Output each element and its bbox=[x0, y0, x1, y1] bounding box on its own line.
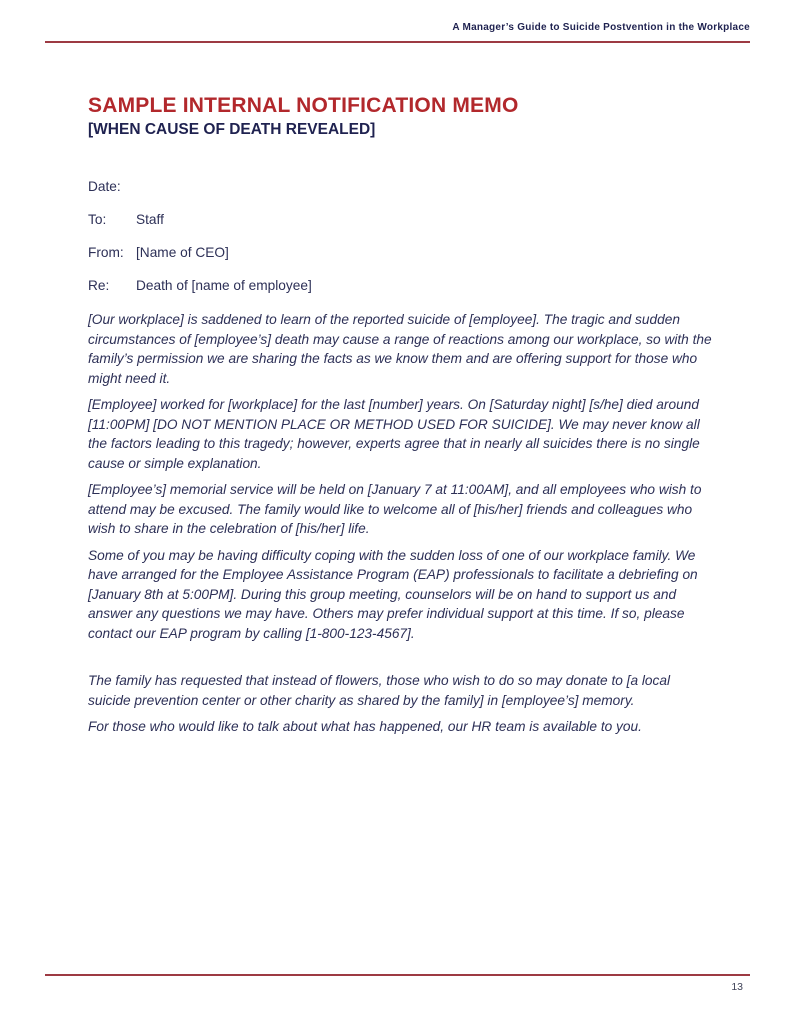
memo-field-re bbox=[88, 277, 712, 294]
memo-paragraph: [Our workplace] is saddened to learn of the reported suicide of [employee]. The tragic and sudden circumstances of [employee’s] death may cause a range of reactions among our workplace, so with the family’s permission we are sharing the facts as we know them and are offering support for those who might need it. bbox=[88, 312, 712, 386]
field-label-from: From: bbox=[88, 245, 124, 260]
memo-paragraph: Some of you may be having difficulty coping with the sudden loss of one of our workplace family. We have arranged for the Employee Assistance Program (EAP) professionals to facilitate a debriefing on [January 8th at 5:00PM]. During this group meeting, counselors will be on hand to support us and answer any questions we may have. Others may prefer individual support at this time. If so, please contact our EAP program by calling [1-800-123-4567]. bbox=[88, 547, 698, 641]
memo-content bbox=[88, 94, 712, 744]
field-value-to: Staff bbox=[136, 212, 164, 227]
page-header bbox=[45, 0, 750, 43]
running-head-title: A Manager’s Guide to Suicide Postvention in the Workplace bbox=[452, 22, 750, 33]
memo-paragraph: [Employee’s] memorial service will be held on [January 7 at 11:00AM], and all employees who wish to attend may be excused. The family would like to welcome all of [his/her] friends and colleagues who wish to share in the celebration of [his/her] life. bbox=[88, 482, 702, 536]
memo-paragraph: The family has requested that instead of flowers, those who wish to do so may donate to [a local suicide prevention center or other charity as shared by the family] in [employee’s] memory. bbox=[88, 673, 671, 708]
page-number: 13 bbox=[731, 981, 743, 993]
memo-field-to bbox=[88, 211, 712, 228]
field-value-from: [Name of CEO] bbox=[136, 245, 229, 260]
memo-field-date bbox=[88, 178, 712, 195]
field-label-to: To: bbox=[88, 212, 107, 227]
field-label-re: Re: bbox=[88, 278, 110, 293]
memo-subtitle: [WHEN CAUSE OF DEATH REVEALED] bbox=[88, 121, 376, 138]
memo-title: SAMPLE INTERNAL NOTIFICATION MEMO bbox=[88, 94, 519, 117]
field-value-re: Death of [name of employee] bbox=[136, 278, 312, 293]
memo-field-from bbox=[88, 244, 712, 261]
footer-rule bbox=[45, 974, 750, 976]
memo-paragraph: [Employee] worked for [workplace] for the last [number] years. On [Saturday night] [s/he] died around [11:00PM] [DO NOT MENTION PLACE OR METHOD USED FOR SUICIDE]. We may never know all the factors leading to this tragedy; however, experts agree that in nearly all suicides there is no single cause or simple explanation. bbox=[88, 397, 700, 471]
header-rule bbox=[45, 41, 750, 43]
field-label-date: Date: bbox=[88, 179, 121, 194]
memo-body bbox=[88, 310, 712, 737]
memo-fields bbox=[88, 178, 712, 294]
memo-paragraph: For those who would like to talk about what has happened, our HR team is available to you. bbox=[88, 719, 642, 734]
